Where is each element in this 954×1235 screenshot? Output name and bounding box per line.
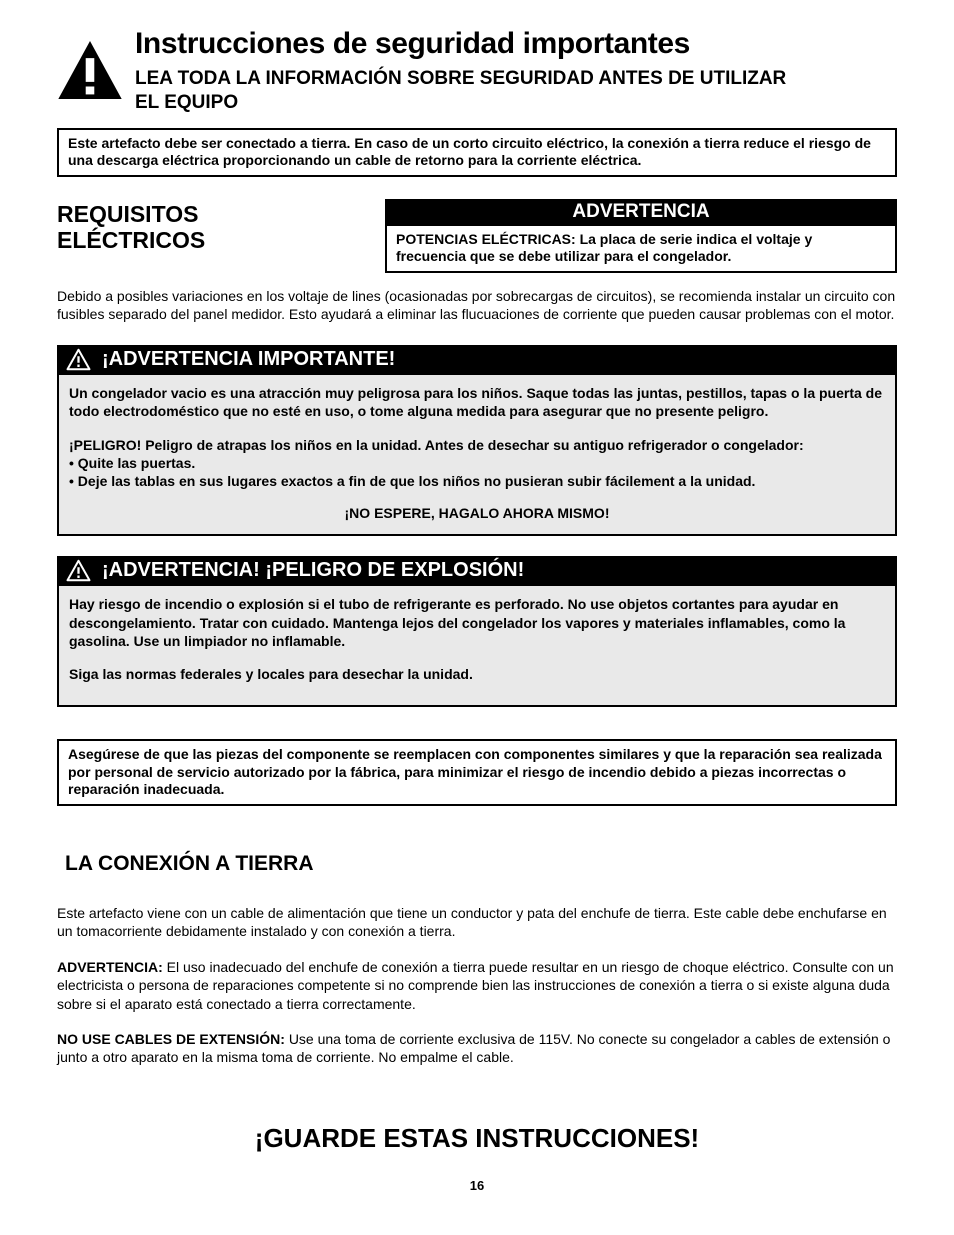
grounding-para2-text: El uso inadecuado del enchufe de conexión a tierra puede resultar en un riesgo de choque eléctrico. Consulte con un electricista o persona de reparaciones competente si no comprende bien las instrucciones de conexión a tierra o si existe alguna duda sobre si el aparato está conectado a tierra correctamente. [57, 958, 894, 1012]
warning-triangle-outline-icon [66, 559, 91, 582]
warning-explosion-para2: Siga las normas federales y locales para desechar la unidad. [69, 665, 473, 682]
warning-important-bar [57, 345, 897, 375]
warning-important-title: ¡ADVERTENCIA IMPORTANTE! [102, 348, 396, 371]
warning-triangle-outline-icon [66, 348, 91, 371]
warning-bullet-1: • Quite las puertas. [69, 454, 196, 471]
warning-explosion-section [57, 556, 897, 707]
grounding-para1: Este artefacto viene con un cable de alimentación que tiene un conductor y pata del enchufe de tierra. Este cable debe enchufarse en un tomacorriente debidamente instalado y con conexión a tierra. [57, 904, 887, 940]
page-subtitle: LEA TODA LA INFORMACIÓN SOBRE SEGURIDAD ANTES DE UTILIZAR EL EQUIPO [135, 67, 787, 114]
warning-triangle-icon [57, 32, 123, 108]
advertencia-bar: ADVERTENCIA [385, 199, 897, 226]
grounding-para3-label: NO USE CABLES DE EXTENSIÓN: [57, 1030, 285, 1047]
warning-important-para2: ¡PELIGRO! Peligro de atrapas los niños en la unidad. Antes de desechar su antiguo refrigerador o congelador: [69, 436, 804, 453]
electrical-paragraph: Debido a posibles variaciones en los voltaje de lines (ocasionadas por sobrecargas de circuitos), se recomienda instalar un circuito con fusibles separado del panel medidor. Esto ayudará a eliminar las flucuaciones de corriente que pueden causar problemas con el motor. [57, 287, 896, 323]
warning-bullet-2: • Deje las tablas en sus lugares exactos a fin de que los niños no pusieran subir fácilement a la unidad. [69, 473, 756, 489]
warning-important-para1: Un congelador vacio es una atracción muy peligrosa para los niños. Saque todas las juntas, pestillos, tapas o la puerta de todo electrodoméstico que no esté en uso, o tome alguna medida para asegurar que no presente peligro. [69, 385, 883, 420]
document-header [57, 28, 897, 116]
header-text [135, 28, 800, 116]
advertencia-column [385, 199, 897, 273]
electrical-requirements-heading: REQUISITOS ELÉCTRICOS [57, 200, 206, 254]
page-number: 16 [469, 1178, 485, 1193]
warning-explosion-body [57, 586, 897, 707]
warning-important-footer: ¡NO ESPERE, HAGALO AHORA MISMO! [344, 505, 610, 522]
electrical-requirements-section [57, 199, 897, 273]
grounding-para2 [57, 958, 897, 1013]
warning-important-section [57, 345, 897, 536]
advertencia-body-box: POTENCIAS ELÉCTRICAS: La placa de serie indica el voltaje y frecuencia que se debe utilizar para el congelador. [385, 226, 897, 273]
grounding-heading: LA CONEXIÓN A TIERRA [65, 851, 314, 875]
parts-notice-box: Asegúrese de que las piezas del componente se reemplacen con componentes similares y que la reparación sea realizada por personal de servicio autorizado por la fábrica, para minimizar el riesgo de incendio debido a piezas incorrectas o reparación inadecuada. [57, 739, 897, 806]
grounding-para3-text: Use una toma de corriente exclusiva de 115V. No conecte su congelador a cables de extensión o junto a otro aparato en la misma toma de corriente. No empalme el cable. [57, 1030, 891, 1066]
warning-explosion-bar [57, 556, 897, 586]
save-instructions-title: ¡GUARDE ESTAS INSTRUCCIONES! [254, 1122, 700, 1153]
grounding-para2-label: ADVERTENCIA: [57, 958, 163, 975]
warning-explosion-title: ¡ADVERTENCIA! ¡PELIGRO DE EXPLOSIÓN! [102, 559, 525, 582]
electrical-heading-column [57, 199, 385, 273]
warning-explosion-para1: Hay riesgo de incendio o explosión si el tubo de refrigerante es perforado. No use objetos cortantes para ayudar en descongelamiento. Tratar con cuidado. Mantenga lejos del congelador los vapores y materiales inflamables, como la gasolina. Use un limpiador no inflamable. [69, 596, 846, 649]
ground-notice-box: Este artefacto debe ser conectado a tierra. En caso de un corto circuito eléctrico, la conexión a tierra reduce el riesgo de una descarga eléctrica proporcionando un cable de retorno para la corriente eléctrica. [57, 128, 897, 177]
page-title: Instrucciones de seguridad importantes [135, 27, 690, 60]
grounding-para3 [57, 1030, 897, 1067]
warning-important-body [57, 375, 897, 536]
